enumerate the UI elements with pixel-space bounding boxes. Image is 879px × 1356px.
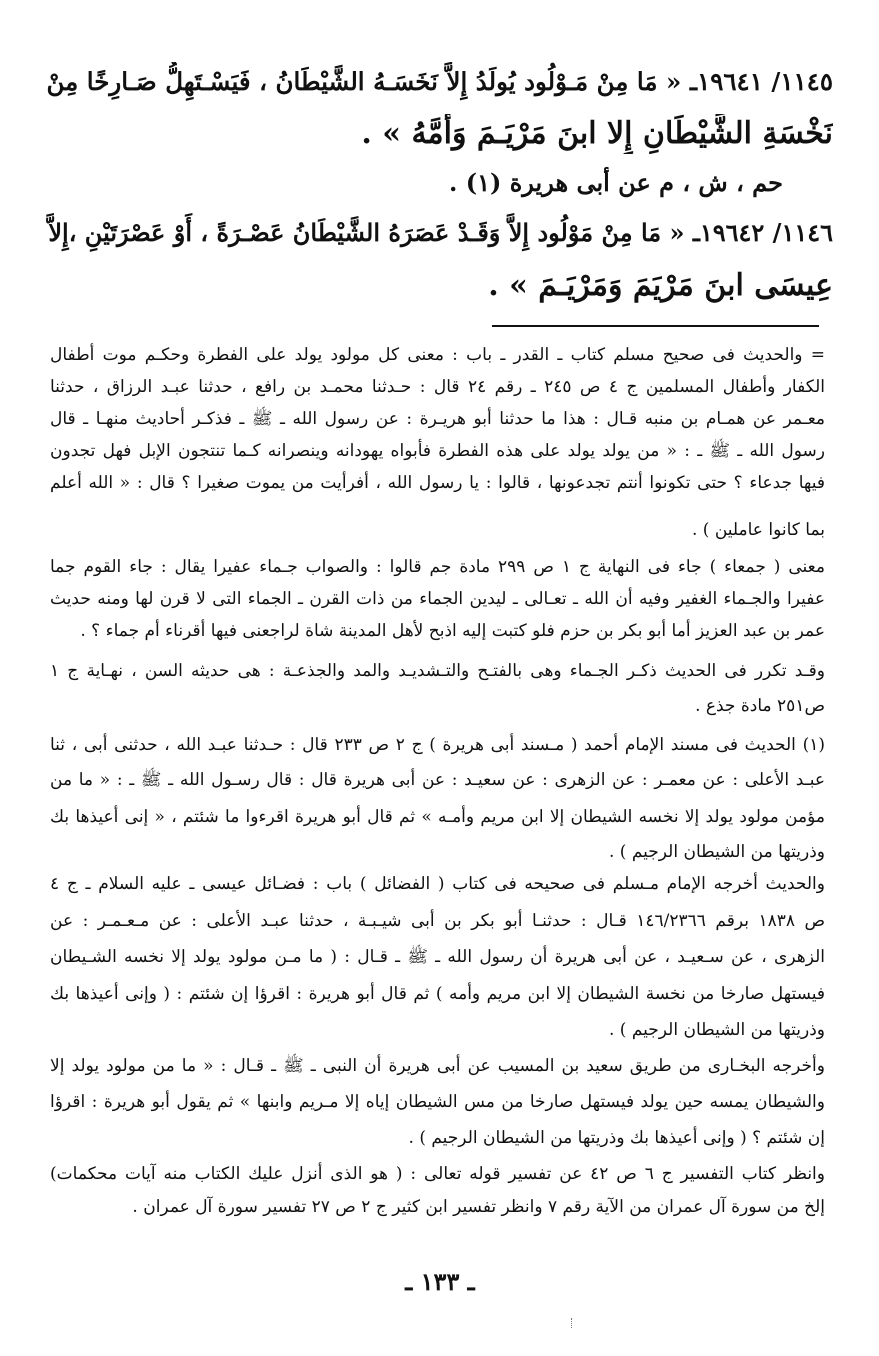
footnote-line: ص٢٥١ مادة جذع . (695, 696, 825, 716)
hadith-1146-line-1: ١١٤٦/ ١٩٦٤٢ـ « مَا مِنْ مَوْلُود إِلاَّ وَقَـدْ عَصَرَهُ الشَّيْطَانُ عَصْـرَةً ، أَوْ عَصْرَتَيْنِ ،إِلاَّ (48, 218, 833, 247)
footnote-1-line: وانظر كتاب التفسير ج ٦ ص ٤٢ عن تفسير قوله تعالى : ( هو الذى أنزل عليك الكتاب منه آيات محكمات) (50, 1164, 825, 1184)
hadith-1146-line-2: عِيسَى ابنَ مَرْيَمَ وَمَرْيَـمَ » . (488, 268, 833, 303)
hadith-1145-source: حم ، ش ، م عن أبى هريرة (١) . (449, 168, 783, 197)
footnote-line: بما كانوا عاملين ) . (691, 520, 825, 540)
footnote-line: فيها جدعاء ؟ حتى تكونوا أنتم تجدعونها ، قالوا : يا رسول الله ، أفرأيت من يموت صغيرا ؟ قال : « الله أعلم (50, 473, 825, 493)
footnote-1-line: فيستهل صارخا من نخسة الشيطان إلا ابن مريم وأمه ) ثم قال أبو هريرة : اقرؤا إن شئتم : ( وإنى أعيذها بك (50, 984, 825, 1004)
footnote-1-line: (١) الحديث فى مسند الإمام أحمد ( مـسند أبى هريرة ) ج ٢ ص ٢٣٣ قال : حـدثنا عبـد الله ، حدثنى أبى ، ثنا (50, 735, 825, 755)
footnote-line: رسول الله ـ ﷺ ـ : « من يولد يولد على هذه الفطرة فأبواه يهودانه وينصرانه كـما تنتجون الإبل فهل تجدون (50, 441, 825, 461)
footnote-line: عمر بن عبد العزيز أما أبو بكر بن حزم فلو كتبت إليه اذبح لأهل المدينة شاة لراجعنى فيها أقرناء أم جماء ؟ . (80, 621, 825, 641)
scan-speck (571, 1318, 575, 1328)
footnote-line: = والحديث فى صحيح مسلم كتاب ـ القدر ـ باب : معنى كل مولود يولد على الفطرة وحكـم موت أطفال (50, 345, 825, 365)
footnote-1-line: وذريتها من الشيطان الرجيم ) . (608, 1020, 825, 1040)
footnote-1-line: إن شئتم ؟ ( وإنى أعيذها بك وذريتها من الشيطان الرجيم ) . (408, 1128, 825, 1148)
page-number: ـ ١٣٣ ـ (405, 1267, 475, 1296)
footnote-1-line: والحديث أخرجه الإمام مـسلم فى صحيحه فى كتاب ( الفضائل ) باب : فضـائل عيسى ـ عليه السلام ـ ج ٤ (50, 874, 825, 894)
footnote-1-line: والشيطان يمسه حين يولد فيستهل صارخا من مس الشيطان إياه إلا مـريم وابنها » ثم يقول أبو هريرة : اقرؤا (50, 1092, 825, 1112)
hadith-1145-line-2: نَخْسَةِ الشَّيْطَانِ إِلا ابنَ مَرْيَـمَ وَأُمَّهُ » . (361, 116, 833, 151)
footnote-1-line: الزهرى ، عن سـعيـد ، عن أبى هريرة أن رسول الله ـ ﷺ ـ قـال : ( ما مـن مولود يولد إلا نخسه الشـيطان (50, 947, 825, 967)
footnote-separator (492, 325, 819, 327)
footnote-1-line: مؤمن مولود يولد إلا نخسه الشيطان إلا ابن مريم وأمـه » ثم قال أبو هريرة اقرءوا ما شئتم ، « إنى أعيذها بك (50, 807, 825, 827)
footnote-1-line: وأخرجه البخـارى من طريق سعيد بن المسيب عن أبى هريرة أن النبى ـ ﷺ ـ قـال : « ما من مولود يولد إلا (50, 1056, 825, 1076)
footnote-1-line: وذريتها من الشيطان الرجيم ) . (608, 842, 825, 862)
footnote-1-line: ص ١٨٣٨ برقم ١٤٦/٢٣٦٦ قـال : حدثنـا أبو بكر بن أبى شيـبـة ، حدثنا عبـد الأعلى : عن مـعـمـر : عن (50, 911, 825, 931)
hadith-1145-line-1: ١١٤٥/ ١٩٦٤١ـ « مَا مِنْ مَـوْلُود يُولَدُ إِلاَّ نَخَسَـهُ الشَّيْطَانُ ، فَيَسْـتَهِلُّ صَـارِخًا مِنْ (46, 67, 833, 96)
footnote-line: وقـد تكرر فى الحديث ذكـر الجـماء وهى بالفتـح والتـشديـد والمد والجذعـة : هى حديثه السن ، نهـاية ج ١ (50, 661, 825, 681)
footnote-1-line: عبـد الأعلى : عن معمـر : عن الزهرى : عن سعيـد : عن أبى هريرة قال : قال رسـول الله ـ ﷺ ـ : « ما من (50, 770, 825, 790)
footnote-line: معـمر عن همـام بن منبه قـال : هذا ما حدثنا أبو هريـرة : عن رسول الله ـ ﷺ ـ فذكـر أحاديث منهـا ـ قال (50, 409, 825, 429)
footnote-line: عفيرا والجـماء الغفير وفيه أن الله ـ تعـالى ـ ليدين الجماء من ذات القرن ـ الجماء التى لا قرن لها ومنه حديث (50, 589, 825, 609)
footnote-line: الكفار وأطفال المسلمين ج ٤ ص ٢٤٥ ـ رقم ٢٤ قال : حـدثنا محمـد بن رافع ، حدثنا عبـد الرزاق ، حدثنا (50, 377, 825, 397)
footnote-1-line: إلخ من سورة آل عمران من الآية رقم ٧ وانظر تفسير ابن كثير ج ٢ ص ٢٧ تفسير سورة آل عمران . (132, 1197, 825, 1217)
footnote-line: معنى ( جمعاء ) جاء فى النهاية ج ١ ص ٢٩٩ مادة جم قالوا : والصواب جـماء عفيرا يقال : جاء القوم جما (50, 557, 825, 577)
